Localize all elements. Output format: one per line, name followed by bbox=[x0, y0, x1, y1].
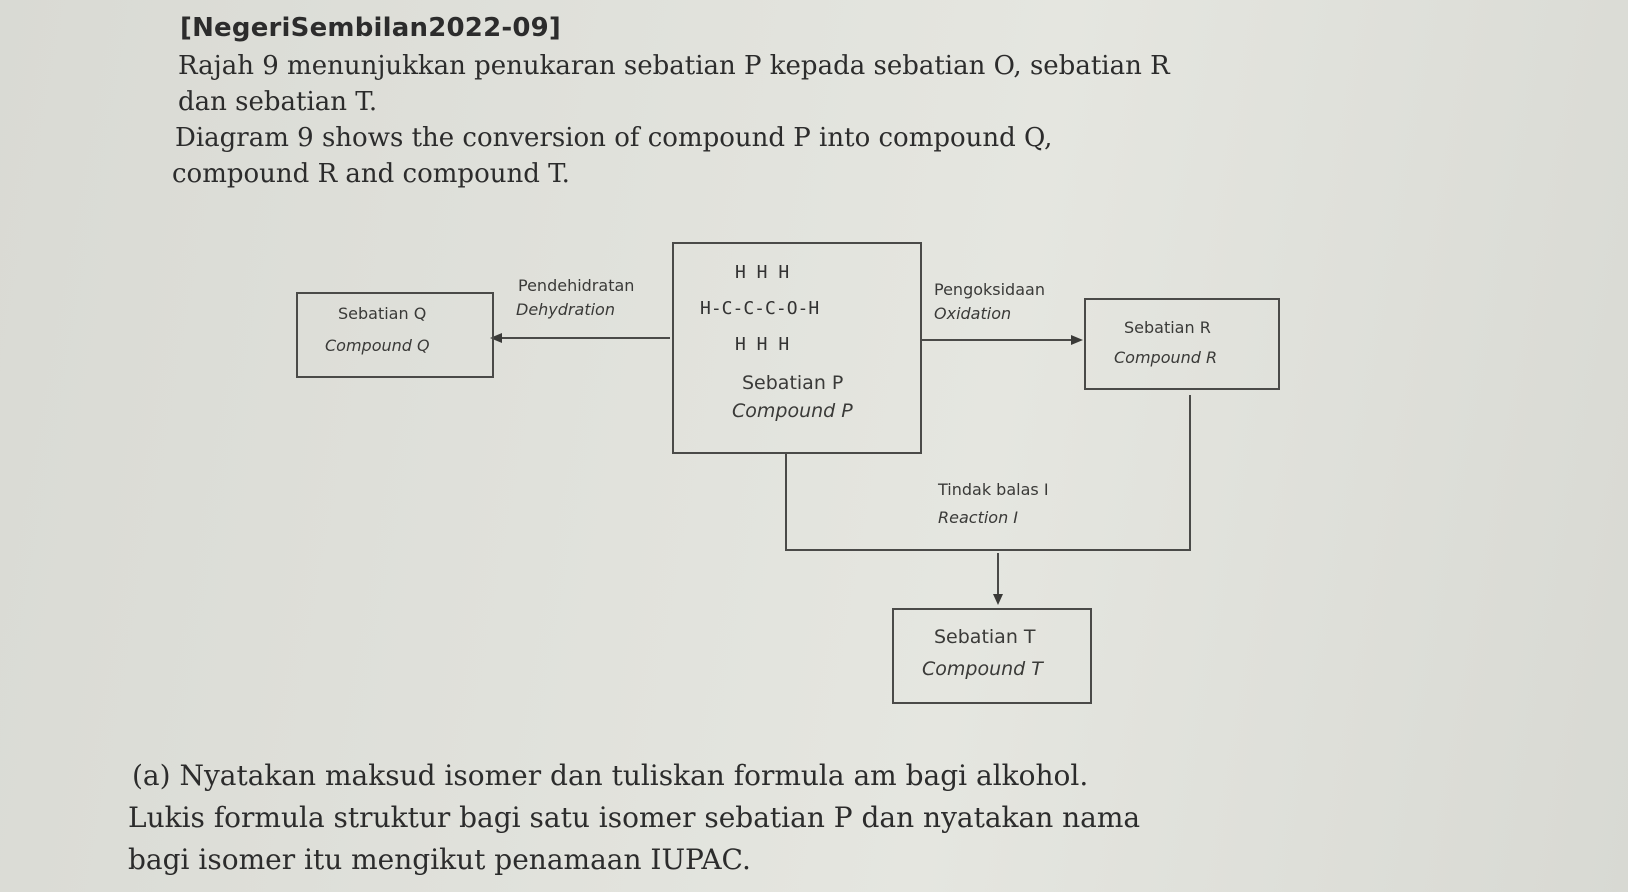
question-a-line-2: Lukis formula struktur bagi satu isomer sebatian P dan nyatakan nama bbox=[128, 801, 1141, 834]
intro-malay-line-1: Rajah 9 menunjukkan penukaran sebatian P kepada sebatian O, sebatian R bbox=[178, 51, 1170, 81]
intro-english-line-1: Diagram 9 shows the conversion of compound P into compound Q, bbox=[175, 123, 1053, 153]
compound-p-label-english: Compound P bbox=[732, 400, 853, 422]
intro-english-line-2: compound R and compound T. bbox=[172, 159, 570, 189]
compound-p-bottom-hydrogens: H H H bbox=[735, 334, 790, 355]
oxidation-arrowhead bbox=[1071, 335, 1083, 345]
compound-p-label-malay: Sebatian P bbox=[742, 372, 844, 394]
compound-r-box bbox=[1084, 298, 1280, 390]
reaction-i-label-malay: Tindak balas I bbox=[938, 480, 1049, 499]
dehydration-label-english: Dehydration bbox=[516, 300, 615, 319]
compound-t-box bbox=[892, 608, 1092, 704]
compound-t-label-malay: Sebatian T bbox=[934, 626, 1036, 648]
compound-p-box bbox=[672, 242, 922, 454]
intro-malay-line-2: dan sebatian T. bbox=[178, 87, 378, 117]
source-tag: [NegeriSembilan2022-09] bbox=[180, 13, 562, 43]
compound-t-label-english: Compound T bbox=[922, 658, 1043, 680]
compound-r-label-malay: Sebatian R bbox=[1124, 318, 1211, 337]
question-a-line-3: bagi isomer itu mengikut penamaan IUPAC. bbox=[128, 843, 751, 876]
compound-q-label-malay: Sebatian Q bbox=[338, 304, 427, 323]
question-a-line-1: (a) Nyatakan maksud isomer dan tuliskan formula am bagi alkohol. bbox=[132, 759, 1089, 792]
compound-q-label-english: Compound Q bbox=[325, 336, 430, 355]
oxidation-label-english: Oxidation bbox=[934, 304, 1012, 323]
dehydration-label-malay: Pendehidratan bbox=[518, 276, 635, 295]
compound-p-top-hydrogens: H H H bbox=[735, 262, 790, 283]
compound-r-label-english: Compound R bbox=[1114, 348, 1218, 367]
reaction-i-arrowhead bbox=[993, 594, 1003, 605]
reaction-i-label-english: Reaction I bbox=[938, 508, 1019, 527]
compound-p-carbon-chain: H-C-C-C-O-H bbox=[700, 298, 820, 319]
oxidation-label-malay: Pengoksidaan bbox=[934, 280, 1045, 299]
